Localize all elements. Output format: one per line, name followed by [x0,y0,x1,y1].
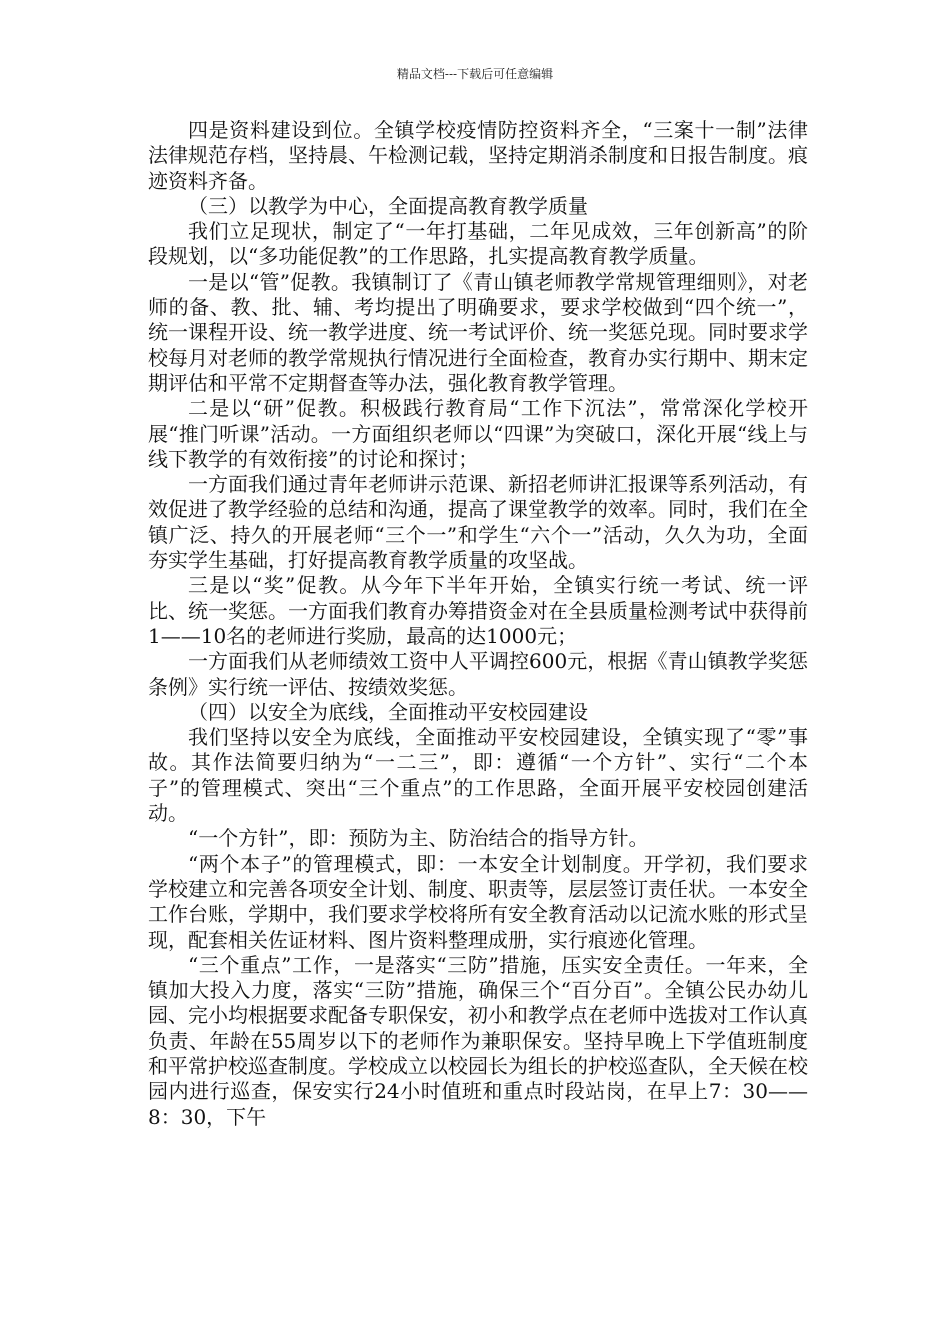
section-heading-safety: （四）以安全为底线，全面推动平安校园建设 [188,699,588,724]
paragraph-planning: 我们立足现状，制定了“一年打基础，二年见成效，三年创新高”的阶段规划，以“多功能促教”的工作思路，扎实提高教育教学质量。 [148,219,808,269]
paragraph-rewards: 三是以“奖”促教。从今年下半年开始，全镇实行统一考试、统一评比、统一奖惩。一方面我们教育办筹措资金对在全县质量检测考试中获得前1——10名的老师进行奖励，最高的达1000元； [148,573,808,648]
paragraph-management: 一是以“管”促教。我镇制订了《青山镇老师教学常规管理细则》，对老师的备、教、批、辅、考均提出了明确要求，要求学校做到“四个统一”，统一课程开设、统一教学进度、统一考试评价、统一奖惩兑现。同时要求学校每月对老师的教学常规执行情况进行全面检查，教育办实行期中、期末定期评估和平常不定期督查等办法，强化教育教学管理。 [148,269,808,395]
paragraph-safety-overview: 我们坚持以安全为底线，全面推动平安校园建设，全镇实现了“零”事故。其作法简要归纳为“一二三”，即：遵循“一个方针”、实行“二个本子”的管理模式、突出“三个重点”的工作思路，全面开展平安校园创建活动。 [148,725,808,826]
paragraph-records: 四是资料建设到位。全镇学校疫情防控资料齐全，“三案十一制”法律法律规范存档，坚持晨、午检测记载，坚持定期消杀制度和日报告制度。痕迹资料齐备。 [148,118,808,193]
page-header: 精品文档---下载后可任意编辑 [396,67,554,81]
section-heading-teaching: （三）以教学为中心，全面提高教育教学质量 [188,193,588,218]
paragraph-research: 二是以“研”促教。积极践行教育局“工作下沉法”，常常深化学校开展“推门听课”活动。一方面组织老师以“四课”为突破口，深化开展“线上与线下教学的有效衔接”的讨论和探讨； [148,396,808,471]
paragraph-rewards-continued: 一方面我们从老师绩效工资中人平调控600元，根据《青山镇教学奖惩条例》实行统一评估、按绩效奖惩。 [148,649,808,699]
paragraph-three-priorities: “三个重点”工作，一是落实“三防”措施，压实安全责任。一年来，全镇加大投入力度，落实“三防”措施，确保三个“百分百”。全镇公民办幼儿园、完小均根据要求配备专职保安，初小和教学点在老师中选拔对工作认真负责、年龄在55周岁以下的老师作为兼职保安。坚持早晚上下学值班制度和平常护校巡查制度。学校成立以校园长为组长的护校巡查队，全天候在校园内进行巡查，保安实行24小时值班和重点时段站岗，在早上7：30——8：30，下午 [148,952,808,1129]
paragraph-one-policy: “一个方针”，即：预防为主、防治结合的指导方针。 [188,826,649,851]
paragraph-research-continued: 一方面我们通过青年老师讲示范课、新招老师讲汇报课等系列活动，有效促进了教学经验的总结和沟通，提高了课堂教学的效率。同时，我们在全镇广泛、持久的开展老师“三个一”和学生“六个一”活动，久久为功，全面夯实学生基础，打好提高教育教学质量的攻坚战。 [148,472,808,573]
document-body [148,118,808,1130]
paragraph-two-books: “两个本子”的管理模式，即：一本安全计划制度。开学初，我们要求学校建立和完善各项安全计划、制度、职责等，层层签订责任状。一本安全工作台账，学期中，我们要求学校将所有安全教育活动以记流水账的形式呈现，配套相关佐证材料、图片资料整理成册，实行痕迹化管理。 [148,851,808,952]
